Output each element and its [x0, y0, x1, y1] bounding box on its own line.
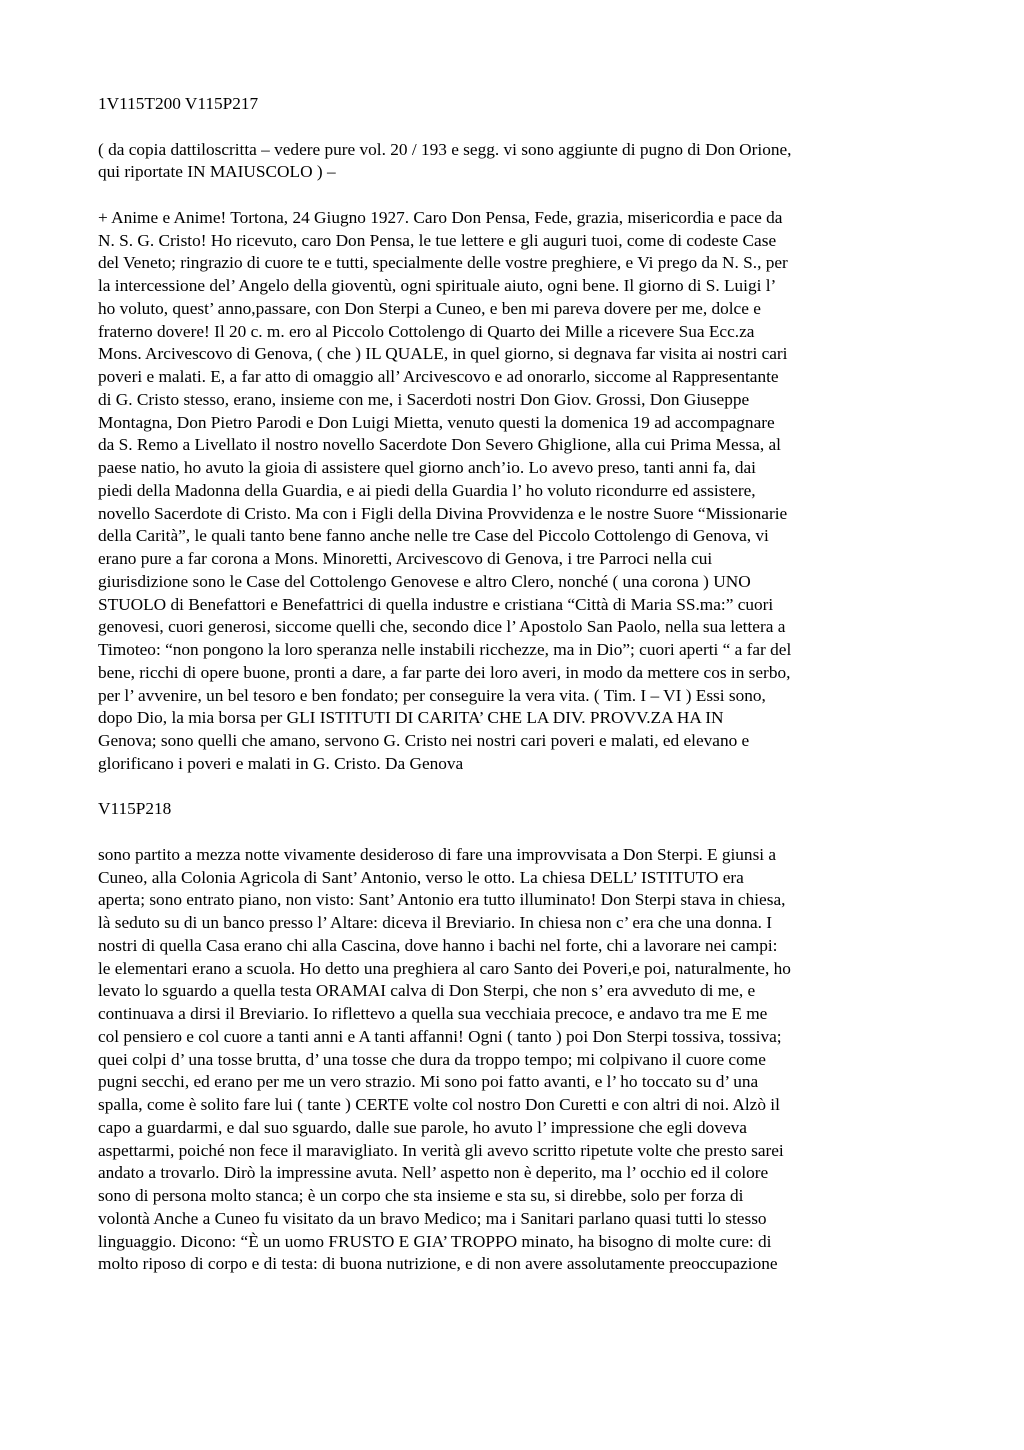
text-line: glorificano i poveri e malati in G. Cristo. Da Genova: [98, 753, 464, 773]
text-line: V115P218: [98, 799, 172, 819]
text-line: dopo Dio, la mia borsa per GLI ISTITUTI DI CARITA’ CHE LA DIV. PROVV.ZA HA IN: [98, 708, 724, 728]
text-line: genovesi, cuori generosi, siccome quelli che, secondo dice l’ Apostolo San Paolo, nella sua lettera a: [98, 617, 786, 637]
text-line: sono partito a mezza notte vivamente desideroso di fare una improvvisata a Don Sterpi. E giunsi a: [98, 844, 777, 864]
text-line: STUOLO di Benefattori e Benefattrici di quella industre e cristiana “Città di Maria SS.ma:” cuori: [98, 594, 774, 614]
text-line: novello Sacerdote di Cristo. Ma con i Figli della Divina Provvidenza e le nostre Suore “Missionarie: [98, 503, 788, 523]
text-line: nostri di quella Casa erano chi alla Cascina, dove hanno i bachi nel forte, chi a lavorare nei campi:: [98, 935, 778, 955]
text-line: aperta; sono entrato piano, non visto: Sant’ Antonio era tutto illuminato! Don Sterpi stava in chiesa,: [98, 890, 786, 910]
text-line: sono di persona molto stanca; è un corpo che sta insieme e sta su, si direbbe, solo per forza di: [98, 1186, 744, 1205]
text-line: Cuneo, alla Colonia Agricola di Sant’ Antonio, verso le otto. La chiesa DELL’ ISTITUTO era: [98, 867, 744, 887]
text-line: pugni secchi, ed erano per me un vero strazio. Mi sono poi fatto avanti, e l’ ho toccato su d’ una: [98, 1072, 759, 1092]
text-line: Mons. Arcivescovo di Genova, ( che ) IL QUALE, in quel giorno, si degnava far visita ai nostri cari: [98, 344, 788, 364]
text-line: piedi della Madonna della Guardia, e ai piedi della Guardia l’ ho voluto ricondurre ed assistere,: [98, 480, 756, 500]
text-line: molto riposo di corpo e di testa: di buona nutrizione, e di non avere assolutamente preoccupazione: [98, 1254, 778, 1274]
text-line: qui riportate IN MAIUSCOLO ) –: [98, 162, 336, 182]
text-line: linguaggio. Dicono: “È un uomo FRUSTO E GIA’ TROPPO minato, ha bisogno di molte cure: di: [98, 1231, 772, 1251]
paragraph-gap: [98, 184, 938, 207]
text-line: della Carità”, le quali tanto bene fanno anche nelle tre Case del Piccolo Cottolengo di Genova, vi: [98, 526, 769, 546]
text-line: col pensiero e col cuore a tanti anni e A tanti affanni! Ogni ( tanto ) poi Don Sterpi tossiva, tossiva;: [98, 1026, 782, 1046]
text-line: Montagna, Don Pietro Parodi e Don Luigi Mietta, venuto questi la domenica 19 ad accompagnare: [98, 412, 775, 432]
document-page: [98, 93, 938, 1276]
source-note: [98, 139, 938, 185]
text-line: levato lo sguardo a quella testa ORAMAI calva di Don Sterpi, che non s’ era avveduto di me, e: [98, 981, 756, 1001]
text-line: N. S. G. Cristo! Ho ricevuto, caro Don Pensa, le tue lettere e gli auguri tuoi, come di codeste Case: [98, 230, 777, 250]
text-line: andato a trovarlo. Dirò la impressine avuta. Nell’ aspetto non è deperito, ma l’ occhio ed il colore: [98, 1163, 769, 1183]
text-line: poveri e malati. E, a far atto di omaggio all’ Arcivescovo e ad onorarlo, siccome al Rappresentante: [98, 367, 779, 386]
text-line: fraterno dovere! Il 20 c. m. ero al Piccolo Cottolengo di Quarto dei Mille a ricevere Sua Ecc.za: [98, 321, 755, 341]
text-line: ( da copia dattiloscritta – vedere pure vol. 20 / 193 e segg. vi sono aggiunte di pugno di Don Orione,: [98, 139, 792, 159]
text-line: capo a guardarmi, e dal suo sguardo, dalle sue parole, ho avuto l’ impressione che egli doveva: [98, 1117, 747, 1137]
text-line: aspettarmi, poiché non fece il maravigliato. In verità gli avevo scritto ripetute volte che presto sarei: [98, 1140, 784, 1160]
text-line: le elementari erano a scuola. Ho detto una preghiera al caro Santo dei Poveri,e poi, naturalmente, ho: [98, 958, 791, 978]
header-reference: [98, 93, 938, 116]
text-line: per l’ avvenire, un bel tesoro e ben fondato; per conseguire la vera vita. ( Tim. I – VI ) Essi sono,: [98, 685, 766, 705]
text-line: di G. Cristo stesso, erano, insieme con me, i Sacerdoti nostri Don Giov. Grossi, Don Giuseppe: [98, 389, 750, 409]
text-line: quei colpi d’ una tosse brutta, d’ una tosse che dura da troppo tempo; mi colpivano il cuore come: [98, 1049, 766, 1069]
letter-body-part2: [98, 844, 938, 1276]
text-line: ho voluto, quest’ anno,passare, con Don Sterpi a Cuneo, e ben mi pareva dovere per me, dolce e: [98, 298, 761, 318]
text-line: Timoteo: “non pongono la loro speranza nelle instabili ricchezze, ma in Dio”; cuori aperti “ a far del: [98, 640, 792, 659]
text-line: volontà Anche a Cuneo fu visitato da un bravo Medico; ma i Sanitari parlano quasi tutti lo stesso: [98, 1208, 767, 1228]
text-line: paese natio, ho avuto la gioia di assistere quel giorno anch’io. Lo avevo preso, tanti anni fa, dai: [98, 458, 756, 477]
text-line: giurisdizione sono le Case del Cottolengo Genovese e altro Clero, nonché ( una corona ) UNO: [98, 571, 751, 591]
text-line: la intercessione del’ Angelo della gioventù, ogni spirituale aiuto, ogni bene. Il giorno di S. Luigi l’: [98, 276, 777, 295]
text-line: là seduto su di un banco presso l’ Altare: diceva il Breviario. In chiesa non c’ era che una donna. I: [98, 913, 773, 932]
text-line: bene, ricchi di opere buone, pronti a dare, a far parte dei loro averi, in modo da mettere cos in serbo,: [98, 662, 791, 682]
text-line: del Veneto; ringrazio di cuore te e tutti, specialmente delle vostre preghiere, e Vi prego da N. S., per: [98, 253, 788, 273]
text-line: continuava a dirsi il Breviario. Io riflettevo a quella sua vecchiaia precoce, e andavo tra me E me: [98, 1004, 768, 1023]
text-line: erano pure a far corona a Mons. Minoretti, Arcivescovo di Genova, i tre Parroci nella cui: [98, 549, 713, 568]
text-line: da S. Remo a Livellato il nostro novello Sacerdote Don Severo Ghiglione, alla cui Prima Messa, al: [98, 435, 781, 455]
text-line: + Anime e Anime! Tortona, 24 Giugno 1927. Caro Don Pensa, Fede, grazia, misericordia e pace da: [98, 207, 783, 227]
text-line: 1V115T200 V115P217: [98, 94, 259, 113]
page-reference: [98, 798, 938, 821]
paragraph-gap: [98, 116, 938, 139]
text-line: spalla, come è solito fare lui ( tante ) CERTE volte col nostro Don Curetti e con altri di noi. Alzò il: [98, 1095, 780, 1114]
text-line: Genova; sono quelli che amano, servono G. Cristo nei nostri cari poveri e malati, ed elevano e: [98, 731, 750, 750]
paragraph-gap: [98, 776, 938, 799]
letter-body-part1: [98, 207, 938, 776]
paragraph-gap: [98, 821, 938, 844]
